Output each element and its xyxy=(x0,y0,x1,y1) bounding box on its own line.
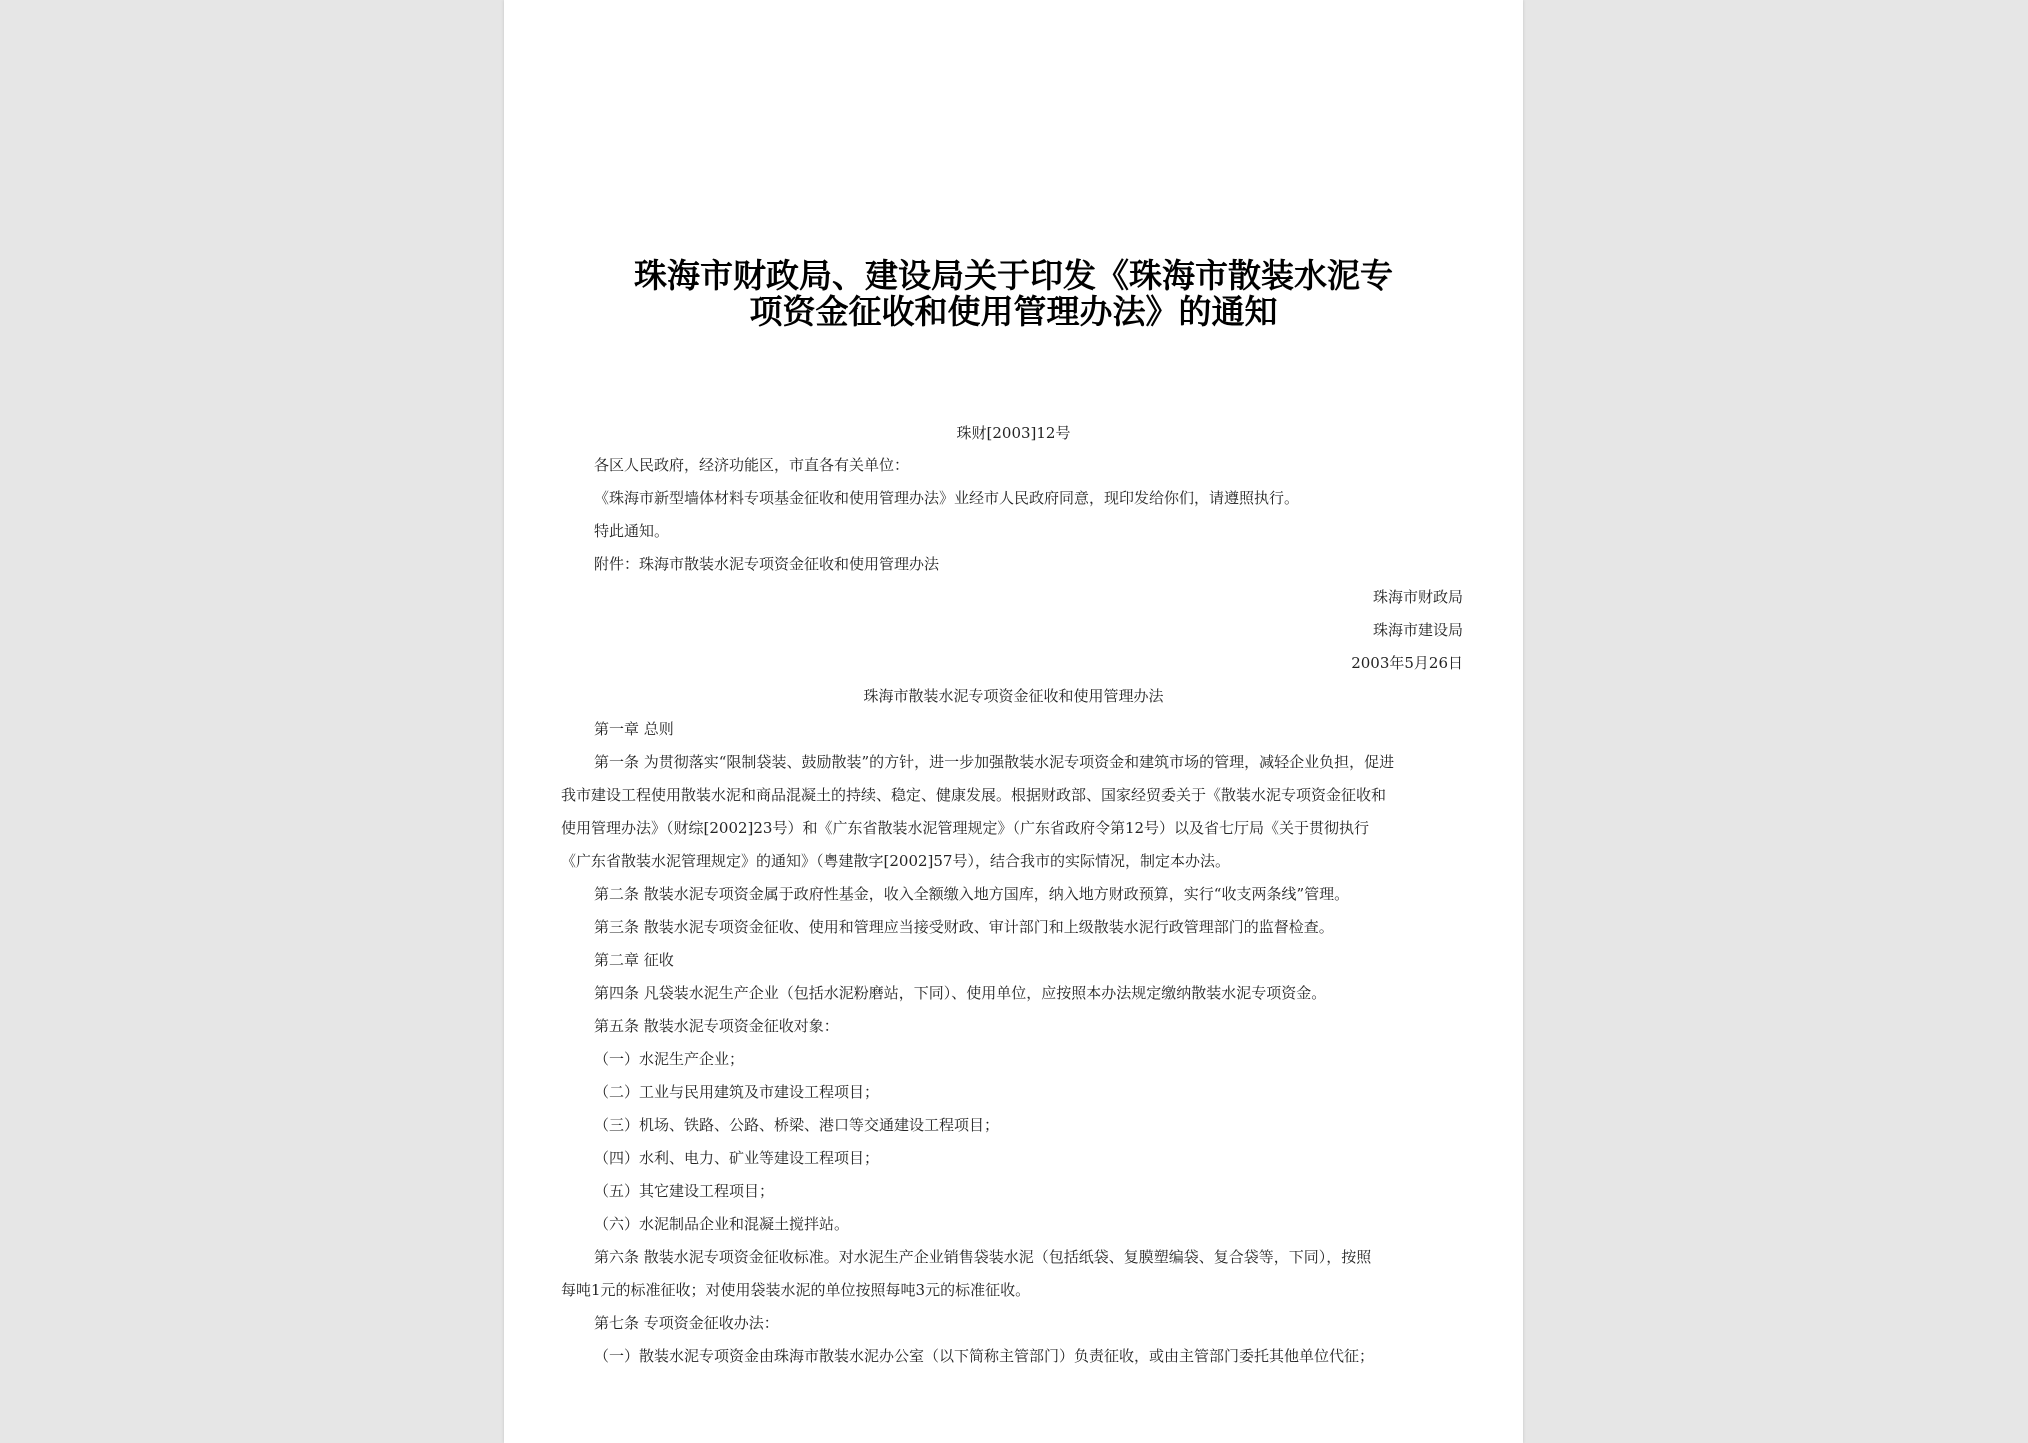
issuer-construction-bureau: 珠海市建设局 xyxy=(1372,621,1463,639)
body-line: 第七条 专项资金征收办法： xyxy=(594,1314,779,1332)
document-title xyxy=(504,258,1523,330)
issuer-finance-bureau: 珠海市财政局 xyxy=(1372,588,1463,606)
body-line: 第五条 散装水泥专项资金征收对象： xyxy=(594,1017,839,1035)
body-line: 第六条 散装水泥专项资金征收标准。对水泥生产企业销售袋装水泥（包括纸袋、复膜塑编袋、复合袋等，下同），按照 xyxy=(594,1248,1372,1266)
body-line: 每吨1元的标准征收；对使用袋装水泥的单位按照每吨3元的标准征收。 xyxy=(561,1281,1031,1299)
body-line: 第一条 为贯彻落实“限制袋装、鼓励散装”的方针，进一步加强散装水泥专项资金和建筑市场的管理，减轻企业负担，促进 xyxy=(594,753,1395,771)
body-line: 使用管理办法》（财综[2002]23号）和《广东省散装水泥管理规定》（广东省政府令第12号）以及省七厅局《关于贯彻执行 xyxy=(561,819,1370,837)
body-line: （三）机场、铁路、公路、桥梁、港口等交通建设工程项目； xyxy=(594,1116,1000,1134)
body-line: 第二章 征收 xyxy=(594,951,674,969)
attachment-line: 附件：珠海市散装水泥专项资金征收和使用管理办法 xyxy=(594,555,940,573)
body-line: （六）水泥制品企业和混凝土搅拌站。 xyxy=(594,1215,850,1233)
body-line: （一）散装水泥专项资金由珠海市散装水泥办公室（以下简称主管部门）负责征收，或由主管部门委托其他单位代征； xyxy=(594,1347,1375,1365)
body-line: 第四条 凡袋装水泥生产企业（包括水泥粉磨站，下同）、使用单位，应按照本办法规定缴纳散装水泥专项资金。 xyxy=(594,984,1327,1002)
body-line: （二）工业与民用建筑及市建设工程项目； xyxy=(594,1083,880,1101)
body-line: （四）水利、电力、矿业等建设工程项目； xyxy=(594,1149,880,1167)
document-page xyxy=(504,0,1523,1443)
issue-date: 2003年5月26日 xyxy=(1351,654,1463,672)
title-line-2: 项资金征收和使用管理办法》的通知 xyxy=(749,292,1278,331)
body-line: （一）水泥生产企业； xyxy=(594,1050,745,1068)
body-line: 第三条 散装水泥专项资金征收、使用和管理应当接受财政、审计部门和上级散装水泥行政管理部门的监督检查。 xyxy=(594,918,1334,936)
document-number: 珠财[2003]12号 xyxy=(956,424,1071,442)
notice-line: 特此通知。 xyxy=(594,522,670,540)
body-line: 我市建设工程使用散装水泥和商品混凝土的持续、稳定、健康发展。根据财政部、国家经贸委关于《散装水泥专项资金征收和 xyxy=(561,786,1387,804)
measures-title: 珠海市散装水泥专项资金征收和使用管理办法 xyxy=(863,687,1164,705)
body-line: 第二条 散装水泥专项资金属于政府性基金，收入全额缴入地方国库，纳入地方财政预算，实行“收支两条线”管理。 xyxy=(594,885,1350,903)
addressee: 各区人民政府，经济功能区，市直各有关单位： xyxy=(594,456,910,474)
body-line: 第一章 总则 xyxy=(594,720,674,738)
body-line: （五）其它建设工程项目； xyxy=(594,1182,775,1200)
intro-paragraph: 《珠海市新型墙体材料专项基金征收和使用管理办法》业经市人民政府同意，现印发给你们，请遵照执行。 xyxy=(594,489,1300,507)
title-line-1: 珠海市财政局、建设局关于印发《珠海市散装水泥专 xyxy=(634,256,1393,295)
body-line: 《广东省散装水泥管理规定》的通知》（粤建散字[2002]57号），结合我市的实际情况，制定本办法。 xyxy=(561,852,1230,870)
